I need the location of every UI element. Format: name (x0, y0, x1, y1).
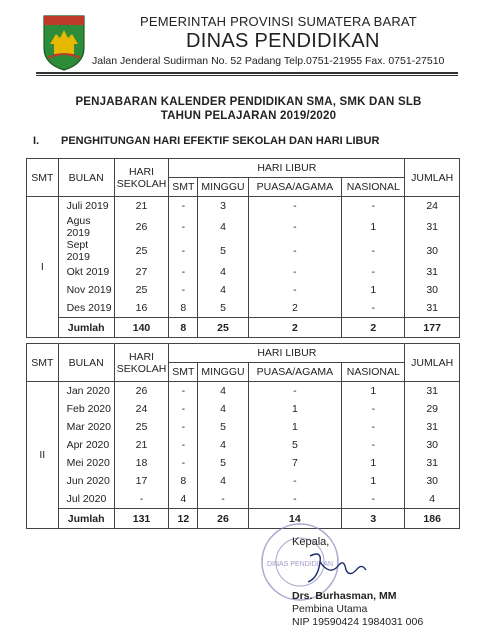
cell-smt: - (169, 454, 198, 472)
cell-jumlah: 30 (405, 472, 460, 490)
cell-puasa: - (248, 281, 342, 299)
handwritten-signature (300, 548, 370, 588)
total-row (27, 318, 460, 338)
total-smt: 12 (169, 509, 198, 529)
cell-minggu: 4 (198, 400, 248, 418)
document-title: PENJABARAN KALENDER PENDIDIKAN SMA, SMK DAN SLB (75, 96, 422, 108)
letterhead-government: PEMERINTAH PROVINSI SUMATERA BARAT (140, 14, 417, 29)
letterhead-rule-thin (36, 75, 458, 76)
cell-puasa: - (248, 263, 342, 281)
month-cell: Sept 2019 (58, 239, 114, 263)
cell-hari-sekolah: 24 (114, 400, 169, 418)
cell-minggu: 4 (198, 436, 248, 454)
letterhead-agency: DINAS PENDIDIKAN (186, 30, 380, 52)
total-minggu: 25 (198, 318, 248, 338)
cell-smt: - (169, 281, 198, 299)
cell-hari-sekolah: 25 (114, 239, 169, 263)
cell-minggu: 5 (198, 418, 248, 436)
total-row (27, 509, 460, 529)
header-bulan: BULAN (58, 344, 114, 382)
cell-hari-sekolah: 27 (114, 263, 169, 281)
table-row (27, 382, 460, 401)
cell-minggu: 4 (198, 281, 248, 299)
cell-nasional: 1 (342, 472, 405, 490)
cell-minggu: 4 (198, 382, 248, 401)
letterhead-address: Jalan Jenderal Sudirman No. 52 Padang Telp.0751-21955 Fax. 0751-27510 (92, 55, 445, 67)
table-row (27, 239, 460, 263)
cell-hari-sekolah: 25 (114, 281, 169, 299)
table-row (27, 281, 460, 299)
table-row (27, 263, 460, 281)
cell-puasa: - (248, 239, 342, 263)
header-hari-sekolah: HARI SEKOLAH (114, 344, 169, 382)
cell-hari-sekolah: - (114, 490, 169, 509)
semester-cell: II (27, 382, 59, 529)
table-row (27, 454, 460, 472)
month-cell: Mar 2020 (58, 418, 114, 436)
cell-jumlah: 30 (405, 239, 460, 263)
cell-nasional: - (342, 197, 405, 216)
cell-smt: 8 (169, 299, 198, 318)
month-cell: Jan 2020 (58, 382, 114, 401)
section-label: PENGHITUNGAN HARI EFEKTIF SEKOLAH DAN HARI LIBUR (61, 135, 380, 147)
cell-jumlah: 4 (405, 490, 460, 509)
cell-puasa: 7 (248, 454, 342, 472)
cell-minggu: 4 (198, 215, 248, 239)
month-cell: Des 2019 (58, 299, 114, 318)
header-hari-sekolah: HARI SEKOLAH (114, 159, 169, 197)
cell-minggu: 4 (198, 472, 248, 490)
cell-hari-sekolah: 17 (114, 472, 169, 490)
cell-minggu: - (198, 490, 248, 509)
cell-nasional: 1 (342, 281, 405, 299)
cell-minggu: 5 (198, 299, 248, 318)
cell-puasa: - (248, 382, 342, 401)
cell-nasional: - (342, 490, 405, 509)
cell-nasional: - (342, 299, 405, 318)
letterhead-rule-thick (36, 72, 458, 74)
header-hari-libur: HARI LIBUR (169, 159, 405, 178)
cell-smt: - (169, 239, 198, 263)
cell-minggu: 3 (198, 197, 248, 216)
cell-puasa: 1 (248, 400, 342, 418)
cell-hari-sekolah: 26 (114, 215, 169, 239)
cell-jumlah: 24 (405, 197, 460, 216)
cell-nasional: 1 (342, 382, 405, 401)
table-row (27, 197, 460, 216)
semester-1-table (26, 158, 460, 338)
cell-nasional: - (342, 400, 405, 418)
signatory-rank: Pembina Utama (292, 603, 368, 615)
cell-puasa: - (248, 215, 342, 239)
table-row (27, 472, 460, 490)
month-cell: Nov 2019 (58, 281, 114, 299)
cell-smt: 8 (169, 472, 198, 490)
signatory-name: Drs. Burhasman, MM (292, 590, 397, 602)
month-cell: Juli 2019 (58, 197, 114, 216)
section-heading (33, 135, 379, 147)
section-number: I. (33, 135, 40, 147)
cell-puasa: 5 (248, 436, 342, 454)
cell-jumlah: 31 (405, 454, 460, 472)
header-hari-libur: HARI LIBUR (169, 344, 405, 363)
header-jumlah: JUMLAH (405, 344, 460, 382)
cell-hari-sekolah: 16 (114, 299, 169, 318)
seal-text: DINAS PENDIDIKAN (266, 561, 334, 568)
month-cell: Mei 2020 (58, 454, 114, 472)
semester-cell: I (27, 197, 59, 338)
total-hari-sekolah: 140 (114, 318, 169, 338)
cell-minggu: 5 (198, 454, 248, 472)
total-hari-sekolah: 131 (114, 509, 169, 529)
header-libur-smt: SMT (169, 363, 198, 382)
cell-puasa: - (248, 197, 342, 216)
cell-smt: - (169, 418, 198, 436)
cell-smt: - (169, 382, 198, 401)
month-cell: Apr 2020 (58, 436, 114, 454)
header-smt: SMT (27, 159, 59, 197)
table-row (27, 400, 460, 418)
cell-smt: - (169, 436, 198, 454)
cell-smt: - (169, 263, 198, 281)
cell-smt: 4 (169, 490, 198, 509)
cell-jumlah: 31 (405, 215, 460, 239)
cell-hari-sekolah: 26 (114, 382, 169, 401)
cell-nasional: - (342, 418, 405, 436)
total-puasa: 2 (248, 318, 342, 338)
total-smt: 8 (169, 318, 198, 338)
header-libur-smt: SMT (169, 178, 198, 197)
cell-nasional: 1 (342, 454, 405, 472)
cell-jumlah: 31 (405, 299, 460, 318)
cell-hari-sekolah: 25 (114, 418, 169, 436)
total-jumlah: 186 (405, 509, 460, 529)
total-label: Jumlah (58, 318, 114, 338)
table-row (27, 490, 460, 509)
cell-nasional: - (342, 263, 405, 281)
header-smt: SMT (27, 344, 59, 382)
document-subtitle: TAHUN PELAJARAN 2019/2020 (160, 110, 337, 122)
month-cell: Feb 2020 (58, 400, 114, 418)
cell-jumlah: 30 (405, 281, 460, 299)
header-nasional: NASIONAL (342, 363, 405, 382)
total-label: Jumlah (58, 509, 114, 529)
header-minggu: MINGGU (198, 363, 248, 382)
table-row (27, 436, 460, 454)
cell-smt: - (169, 215, 198, 239)
cell-puasa: - (248, 490, 342, 509)
month-cell: Agus 2019 (58, 215, 114, 239)
header-nasional: NASIONAL (342, 178, 405, 197)
header-bulan: BULAN (58, 159, 114, 197)
total-minggu: 26 (198, 509, 248, 529)
cell-hari-sekolah: 21 (114, 436, 169, 454)
cell-jumlah: 31 (405, 382, 460, 401)
table-row (27, 299, 460, 318)
signatory-title: Kepala, (292, 536, 330, 548)
cell-puasa: 2 (248, 299, 342, 318)
total-jumlah: 177 (405, 318, 460, 338)
header-minggu: MINGGU (198, 178, 248, 197)
semester-2-table (26, 343, 460, 529)
total-nasional: 2 (342, 318, 405, 338)
cell-jumlah: 31 (405, 263, 460, 281)
cell-jumlah: 29 (405, 400, 460, 418)
cell-minggu: 4 (198, 263, 248, 281)
month-cell: Jul 2020 (58, 490, 114, 509)
header-puasa-agama: PUASA/AGAMA (248, 363, 342, 382)
cell-hari-sekolah: 21 (114, 197, 169, 216)
cell-nasional: - (342, 436, 405, 454)
month-cell: Jun 2020 (58, 472, 114, 490)
table-row (27, 418, 460, 436)
signatory-nip: NIP 19590424 1984031 006 (292, 616, 424, 628)
total-nasional: 3 (342, 509, 405, 529)
cell-nasional: - (342, 239, 405, 263)
header-puasa-agama: PUASA/AGAMA (248, 178, 342, 197)
cell-hari-sekolah: 18 (114, 454, 169, 472)
month-cell: Okt 2019 (58, 263, 114, 281)
cell-jumlah: 30 (405, 436, 460, 454)
cell-puasa: - (248, 472, 342, 490)
total-puasa: 14 (248, 509, 342, 529)
cell-smt: - (169, 400, 198, 418)
cell-nasional: 1 (342, 215, 405, 239)
province-logo (40, 14, 88, 72)
cell-jumlah: 31 (405, 418, 460, 436)
table-row (27, 215, 460, 239)
cell-smt: - (169, 197, 198, 216)
cell-minggu: 5 (198, 239, 248, 263)
cell-puasa: 1 (248, 418, 342, 436)
header-jumlah: JUMLAH (405, 159, 460, 197)
